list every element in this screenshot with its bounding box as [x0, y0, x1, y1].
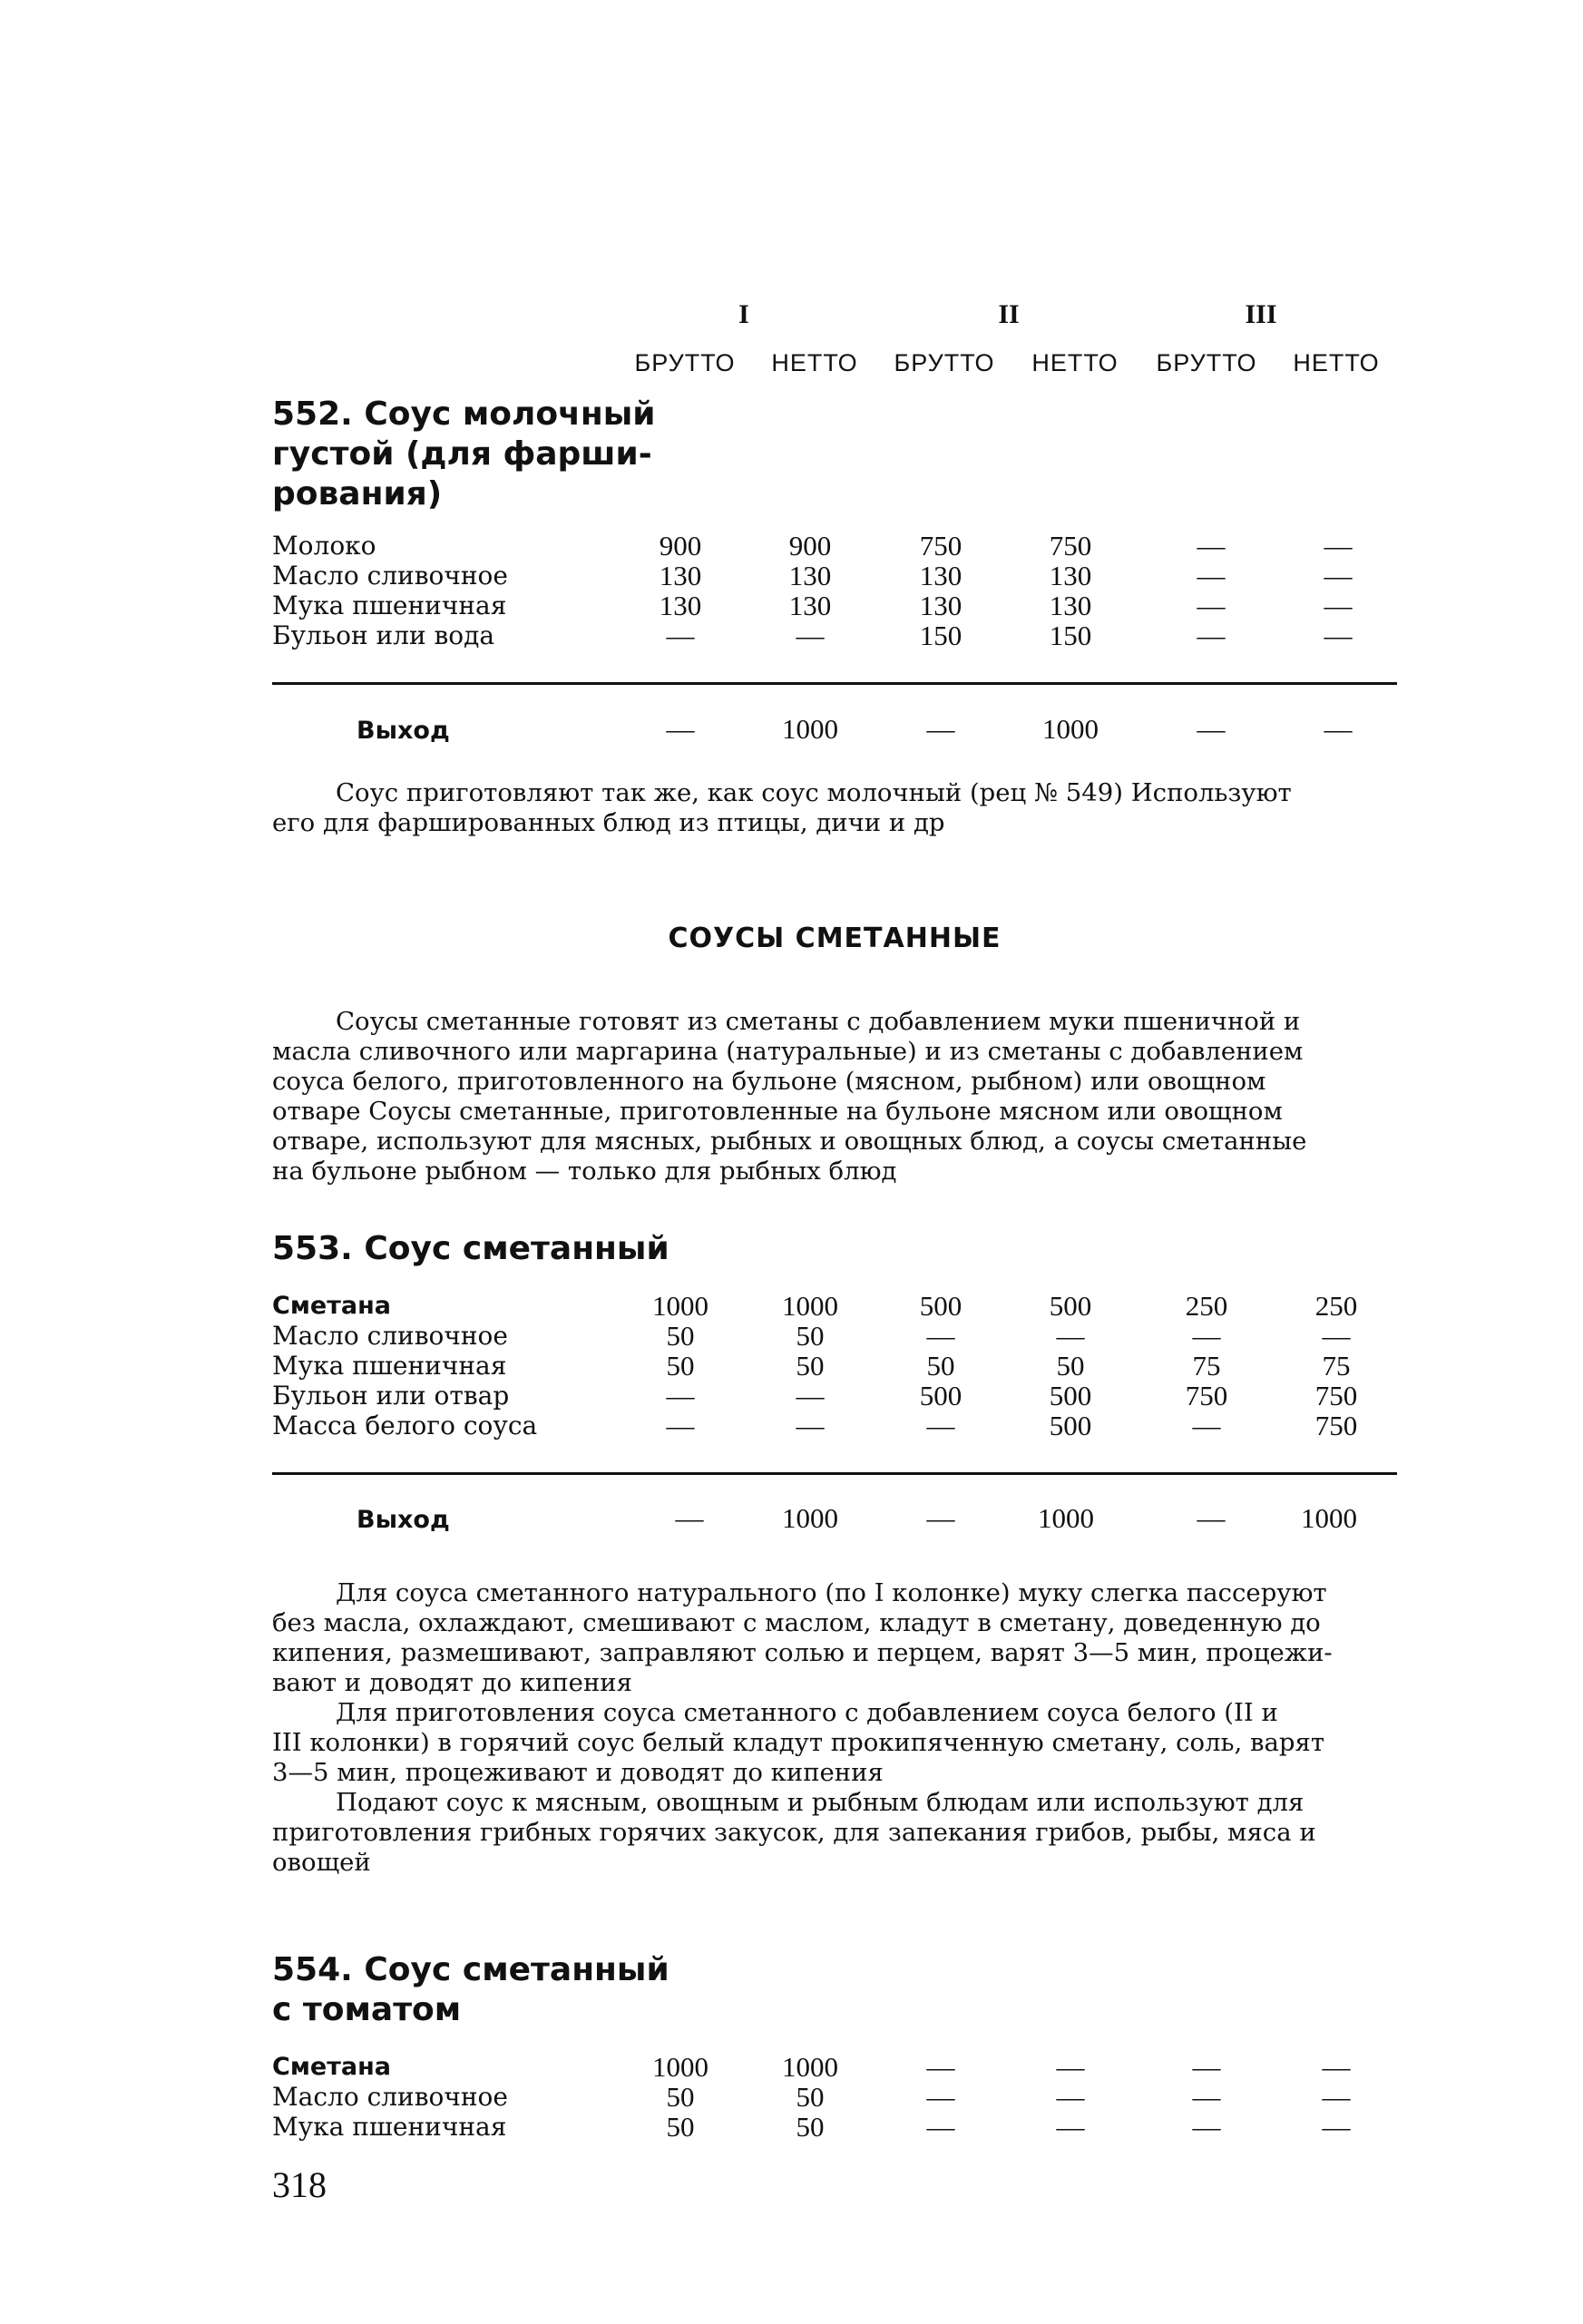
table-cell: 50: [796, 1320, 825, 1352]
recipe-554-title: 554. Соус сметанный с томатом: [272, 1951, 669, 2028]
table-cell: 500: [1049, 1410, 1092, 1441]
table-cell: —: [666, 1410, 695, 1441]
yield-value: 1000: [1301, 1502, 1357, 1534]
table-cell: 1000: [782, 2051, 838, 2083]
table-cell: —: [926, 1320, 955, 1352]
table-cell: 130: [919, 560, 963, 591]
table-cell: 50: [926, 1350, 955, 1382]
table-cell: —: [1322, 1320, 1351, 1352]
table-cell: —: [1056, 2111, 1085, 2143]
ingredient-name: Масло сливочное: [272, 561, 508, 591]
yield-value: 1000: [1038, 1502, 1094, 1534]
column-header: НЕТТО: [1293, 349, 1380, 376]
table-cell: 1000: [652, 2051, 708, 2083]
table-cell: 750: [1314, 1380, 1358, 1411]
table-cell: 130: [788, 560, 832, 591]
column-header: БРУТТО: [634, 349, 736, 376]
table-cell: 130: [1049, 590, 1092, 621]
table-cell: 750: [1049, 530, 1092, 561]
table-cell: 50: [796, 2111, 825, 2143]
yield-value: 1000: [782, 713, 838, 745]
table-cell: 150: [919, 620, 963, 651]
table-cell: —: [1056, 2051, 1085, 2083]
table-cell: 75: [1192, 1350, 1221, 1382]
table-cell: 900: [788, 530, 832, 561]
ingredient-name: Мука пшеничная: [272, 591, 507, 620]
table-cell: —: [666, 1380, 695, 1411]
recipe-553-description: Для соуса сметанного натурального (по I колонке) муку слегка пассеруют без масла, охлаждают, смешивают с маслом, кладут в сметану, доведенную до кипения, размешивают, заправляют солью и перцем, варят 3—5 мин, процежи- вают и доводят до кипения Для приготовления соуса сметанного с добавлением соуса белого (II и III колонки) в горячий соус белый кладут прокипяченную сметану, соль, варят 3—5 мин, процеживают и доводят до кипения Подают соус к мясным, овощным и рыбным блюдам или используют для приготовления грибных горячих закусок, для запекания грибов, рыбы, мяса и овощей: [272, 1578, 1333, 1877]
table-cell: 1000: [652, 1290, 708, 1322]
yield-label: Выход: [357, 1506, 450, 1534]
section-title: СОУСЫ СМЕТАННЫЕ: [668, 923, 1002, 954]
yield-value: —: [666, 713, 695, 745]
table-cell: —: [1056, 1320, 1085, 1352]
yield-value: —: [1197, 713, 1226, 745]
table-cell: 75: [1322, 1350, 1351, 1382]
ingredient-name: Масло сливочное: [272, 1321, 508, 1351]
table-cell: 130: [659, 590, 702, 621]
table-cell: —: [1192, 1320, 1221, 1352]
table-cell: 130: [919, 590, 963, 621]
table-cell: —: [796, 1410, 825, 1441]
table-cell: —: [796, 620, 825, 651]
table-cell: —: [1192, 2051, 1221, 2083]
yield-value: —: [926, 1502, 955, 1534]
table-cell: 130: [659, 560, 702, 591]
table-cell: —: [1324, 620, 1353, 651]
table-cell: —: [926, 2111, 955, 2143]
table-cell: 500: [919, 1290, 963, 1322]
table-cell: —: [1322, 2051, 1351, 2083]
recipe-552-title: 552. Соус молочный густой (для фарши- рования): [272, 395, 656, 513]
table-cell: —: [926, 2081, 955, 2113]
section-intro: Соусы сметанные готовят из сметаны с добавлением муки пшеничной и масла сливочного или маргарина (натуральные) и из сметаны с добавлением соуса белого, приготовленного на бульоне (мясном, рыбном) или овощном отваре Соусы сметанные, приготовленные на бульоне мясном или овощном отваре, используют для мясных, рыбных и овощных блюд, а соусы сметанные на бульоне рыбном — только для рыбных блюд: [272, 1007, 1307, 1186]
yield-value: 1000: [1042, 713, 1099, 745]
table-cell: 1000: [782, 1290, 838, 1322]
table-cell: —: [1322, 2081, 1351, 2113]
table-cell: 150: [1049, 620, 1092, 651]
table-cell: —: [796, 1380, 825, 1411]
table-cell: —: [926, 2051, 955, 2083]
ingredient-name: Масса белого соуса: [272, 1411, 538, 1440]
table-cell: —: [1192, 2081, 1221, 2113]
table-cell: 50: [796, 2081, 825, 2113]
table-cell: 50: [666, 2111, 695, 2143]
column-group-iii: III: [1245, 299, 1277, 329]
table-rule: [272, 1472, 1397, 1475]
table-rule: [272, 682, 1397, 685]
table-cell: —: [1324, 530, 1353, 561]
table-cell: 50: [666, 1350, 695, 1382]
table-cell: —: [926, 1410, 955, 1441]
table-cell: 50: [666, 1320, 695, 1352]
table-cell: 250: [1185, 1290, 1228, 1322]
table-cell: 500: [1049, 1290, 1092, 1322]
table-cell: 50: [666, 2081, 695, 2113]
table-cell: —: [1324, 590, 1353, 621]
ingredient-name: Мука пшеничная: [272, 1351, 507, 1381]
table-cell: —: [666, 620, 695, 651]
table-cell: 750: [1314, 1410, 1358, 1441]
ingredient-name: Масло сливочное: [272, 2082, 508, 2112]
table-cell: 50: [796, 1350, 825, 1382]
table-cell: —: [1324, 560, 1353, 591]
yield-value: —: [1324, 713, 1353, 745]
table-cell: —: [1197, 530, 1226, 561]
table-cell: 50: [1056, 1350, 1085, 1382]
yield-label: Выход: [357, 717, 450, 745]
ingredient-name: Бульон или вода: [272, 620, 495, 650]
ingredient-name: Бульон или отвар: [272, 1381, 510, 1411]
yield-value: —: [675, 1502, 704, 1534]
table-cell: 130: [1049, 560, 1092, 591]
table-cell: 500: [919, 1380, 963, 1411]
page-number: 318: [272, 2164, 327, 2205]
table-cell: —: [1322, 2111, 1351, 2143]
table-cell: 750: [919, 530, 963, 561]
table-cell: 130: [788, 590, 832, 621]
table-cell: 500: [1049, 1380, 1092, 1411]
yield-value: —: [926, 713, 955, 745]
table-cell: 250: [1314, 1290, 1358, 1322]
table-cell: —: [1192, 2111, 1221, 2143]
ingredient-name: Сметана: [272, 1292, 391, 1320]
table-cell: —: [1192, 1410, 1221, 1441]
ingredient-name: Сметана: [272, 2053, 391, 2081]
recipe-552-note: Соус приготовляют так же, как соус молочный (рец № 549) Используют его для фаршированных блюд из птицы, дичи и др: [272, 778, 1292, 837]
ingredient-name: Мука пшеничная: [272, 2112, 507, 2142]
ingredient-name: Молоко: [272, 531, 376, 561]
recipe-553-title: 553. Соус сметанный: [272, 1230, 669, 1267]
table-cell: —: [1197, 620, 1226, 651]
table-cell: —: [1056, 2081, 1085, 2113]
column-header: НЕТТО: [771, 349, 858, 376]
table-cell: —: [1197, 590, 1226, 621]
column-header: НЕТТО: [1031, 349, 1119, 376]
column-group-i: I: [738, 299, 749, 329]
table-cell: 900: [659, 530, 702, 561]
yield-value: —: [1197, 1502, 1226, 1534]
table-cell: 750: [1185, 1380, 1228, 1411]
column-header: БРУТТО: [894, 349, 995, 376]
yield-value: 1000: [782, 1502, 838, 1534]
table-cell: —: [1197, 560, 1226, 591]
column-group-ii: II: [998, 299, 1020, 329]
column-header: БРУТТО: [1156, 349, 1257, 376]
